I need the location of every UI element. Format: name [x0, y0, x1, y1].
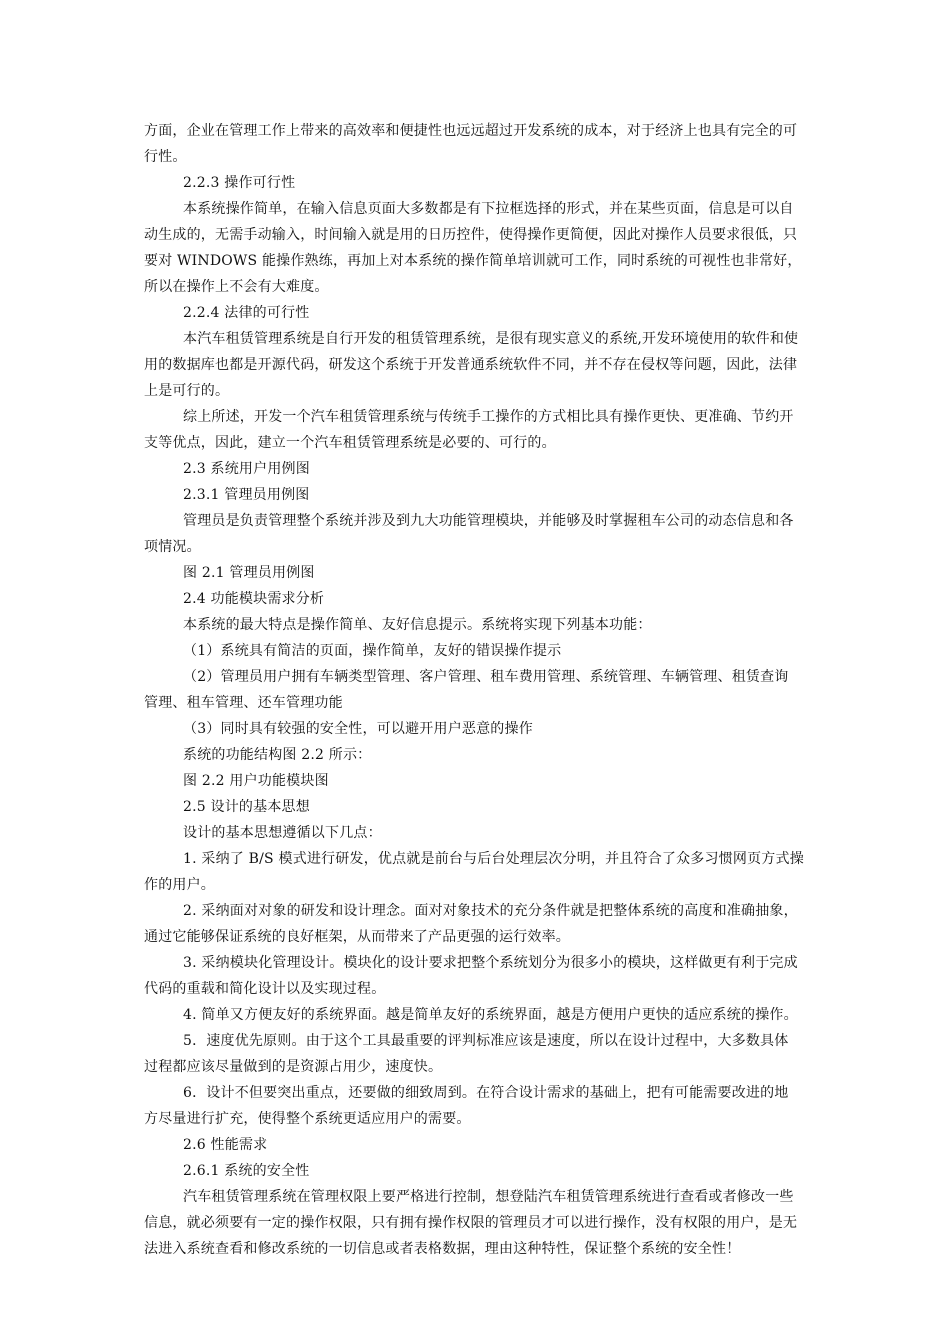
- list-item: 5．速度优先原则。由于这个工具最重要的评判标准应该是速度，所以在设计过程中，大多数具体: [183, 1033, 789, 1049]
- text-line: 上是可行的。: [144, 383, 230, 399]
- text-line: 方面，企业在管理工作上带来的高效率和便捷性也远远超过开发系统的成本，对于经济上也具有完全的可: [144, 123, 798, 139]
- section-heading: 2.3.1 管理员用例图: [183, 487, 310, 503]
- text-line: 过程都应该尽量做到的是资源占用少，速度快。: [144, 1059, 443, 1075]
- section-heading: 2.5 设计的基本思想: [183, 799, 310, 815]
- list-item: （2）管理员用户拥有车辆类型管理、客户管理、租车费用管理、系统管理、车辆管理、租赁查询: [183, 669, 789, 685]
- text-line: 本系统操作简单，在输入信息页面大多数都是有下拉框选择的形式，并在某些页面，信息是可以自: [183, 201, 794, 217]
- list-item: 1. 采纳了 B/S 模式进行研发，优点就是前台与后台处理层次分明，并且符合了众多习惯网页方式操: [183, 851, 804, 867]
- text-line: 代码的重载和简化设计以及实现过程。: [144, 981, 386, 997]
- text-line: 设计的基本思想遵循以下几点：: [183, 825, 382, 841]
- section-heading: 2.2.3 操作可行性: [183, 175, 296, 191]
- text-line: 项情况。: [144, 539, 201, 555]
- section-heading: 2.6.1 系统的安全性: [183, 1163, 310, 1179]
- text-line: 综上所述，开发一个汽车租赁管理系统与传统手工操作的方式相比具有操作更快、更准确、节约开: [183, 409, 794, 425]
- text-line: 管理、租车管理、还车管理功能: [144, 695, 343, 711]
- text-line: 所以在操作上不会有大难度。: [144, 279, 329, 295]
- text-line: 通过它能够保证系统的良好框架，从而带来了产品更强的运行效率。: [144, 929, 570, 945]
- figure-caption: 图 2.1 管理员用例图: [183, 565, 315, 581]
- text-line: 管理员是负责管理整个系统并涉及到九大功能管理模块，并能够及时掌握租车公司的动态信息和各: [183, 513, 794, 529]
- section-heading: 2.4 功能模块需求分析: [183, 591, 325, 607]
- list-item: 3. 采纳模块化管理设计。模块化的设计要求把整个系统划分为很多小的模块，这样做更有利于完成: [183, 955, 798, 971]
- text-line: 方尽量进行扩充，使得整个系统更适应用户的需要。: [144, 1111, 471, 1127]
- text-line: 支等优点，因此，建立一个汽车租赁管理系统是必要的、可行的。: [144, 435, 556, 451]
- list-item: 4. 简单又方便友好的系统界面。越是简单友好的系统界面，越是方便用户更快的适应系统的操作。: [183, 1007, 798, 1023]
- text-line: 法进入系统查看和修改系统的一切信息或者表格数据，理由这种特性，保证整个系统的安全性！: [144, 1241, 741, 1257]
- text-line: 本汽车租赁管理系统是自行开发的租赁管理系统，是很有现实意义的系统,开发环境使用的软件和使: [183, 331, 799, 347]
- text-line: 系统的功能结构图 2.2 所示：: [183, 747, 372, 763]
- list-item: 6．设计不但要突出重点，还要做的细致周到。在符合设计需求的基础上，把有可能需要改进的地: [183, 1085, 789, 1101]
- list-item: 2. 采纳面对对象的研发和设计理念。面对对象技术的充分条件就是把整体系统的高度和准确抽象，: [183, 903, 798, 919]
- text-line: 信息，就必须要有一定的操作权限，只有拥有操作权限的管理员才可以进行操作，没有权限的用户，是无: [144, 1215, 798, 1231]
- section-heading: 2.6 性能需求: [183, 1137, 268, 1153]
- text-line: 动生成的，无需手动输入，时间输入就是用的日历控件，使得操作更简便，因此对操作人员要求很低，只: [144, 227, 798, 243]
- list-item: （1）系统具有简洁的页面，操作简单，友好的错误操作提示: [183, 643, 562, 659]
- list-item: （3）同时具有较强的安全性，可以避开用户恶意的操作: [183, 721, 533, 737]
- text-line: 本系统的最大特点是操作简单、友好信息提示。系统将实现下列基本功能：: [183, 617, 652, 633]
- text-line: 用的数据库也都是开源代码，研发这个系统于开发普通系统软件不同，并不存在侵权等问题，因此，法律: [144, 357, 798, 373]
- text-line: 行性。: [144, 149, 187, 165]
- text-line: 汽车租赁管理系统在管理权限上要严格进行控制，想登陆汽车租赁管理系统进行查看或者修改一些: [183, 1189, 794, 1205]
- section-heading: 2.2.4 法律的可行性: [183, 305, 310, 321]
- text-line: 要对 WINDOWS 能操作熟练，再加上对本系统的操作简单培训就可工作，同时系统的可视性也非常好，: [144, 253, 802, 269]
- section-heading: 2.3 系统用户用例图: [183, 461, 310, 477]
- figure-caption: 图 2.2 用户功能模块图: [183, 773, 329, 789]
- text-line: 作的用户。: [144, 877, 215, 893]
